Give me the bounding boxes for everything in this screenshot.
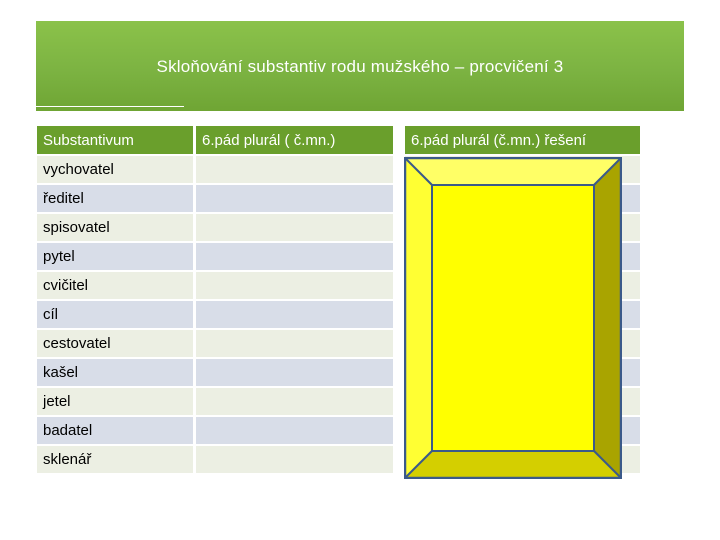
header-substantivum: Substantivum (37, 126, 193, 156)
slide-title: Skloňování substantiv rodu mužského – procvičení 3 (156, 57, 564, 76)
answer-cell[interactable] (193, 185, 393, 214)
noun-cell: sklenář (37, 446, 193, 475)
header-plural-6: 6.pád plurál ( č.mn.) (193, 126, 393, 156)
noun-cell: vychovatel (37, 156, 193, 185)
cover-face (432, 185, 594, 451)
table-header-row (37, 126, 393, 156)
noun-cell: spisovatel (37, 214, 193, 243)
table-header-row (405, 126, 640, 156)
answer-cell[interactable] (193, 272, 393, 301)
answer-cover-button[interactable] (404, 157, 622, 479)
answer-cell[interactable] (193, 330, 393, 359)
cover-bevel-bottom (404, 451, 622, 479)
table-row (37, 330, 393, 359)
answer-cell[interactable] (193, 156, 393, 185)
table-row (37, 185, 393, 214)
noun-cell: cvičitel (37, 272, 193, 301)
table-row (37, 243, 393, 272)
noun-cell: kašel (37, 359, 193, 388)
cover-bevel-left (404, 157, 432, 479)
noun-cell: jetel (37, 388, 193, 417)
noun-cell: badatel (37, 417, 193, 446)
table-row (37, 359, 393, 388)
table-row (37, 272, 393, 301)
table-row (37, 214, 393, 243)
table-row (37, 446, 393, 475)
answer-cell[interactable] (193, 243, 393, 272)
answer-cell[interactable] (193, 446, 393, 475)
title-banner (36, 21, 684, 111)
answer-cell[interactable] (193, 388, 393, 417)
cover-bevel-right (594, 157, 622, 479)
answer-cell[interactable] (193, 214, 393, 243)
noun-cell: pytel (37, 243, 193, 272)
table-row (37, 417, 393, 446)
answer-cell[interactable] (193, 301, 393, 330)
noun-cell: cíl (37, 301, 193, 330)
noun-cell: ředitel (37, 185, 193, 214)
table-row (37, 156, 393, 185)
substantives-table (37, 126, 393, 475)
answer-cell[interactable] (193, 359, 393, 388)
header-solution: 6.pád plurál (č.mn.) řešení (405, 126, 640, 156)
noun-cell: cestovatel (37, 330, 193, 359)
table-row (37, 388, 393, 417)
table-row (37, 301, 393, 330)
title-underline (36, 106, 184, 107)
cover-bevel-top (404, 157, 622, 185)
answer-cell[interactable] (193, 417, 393, 446)
